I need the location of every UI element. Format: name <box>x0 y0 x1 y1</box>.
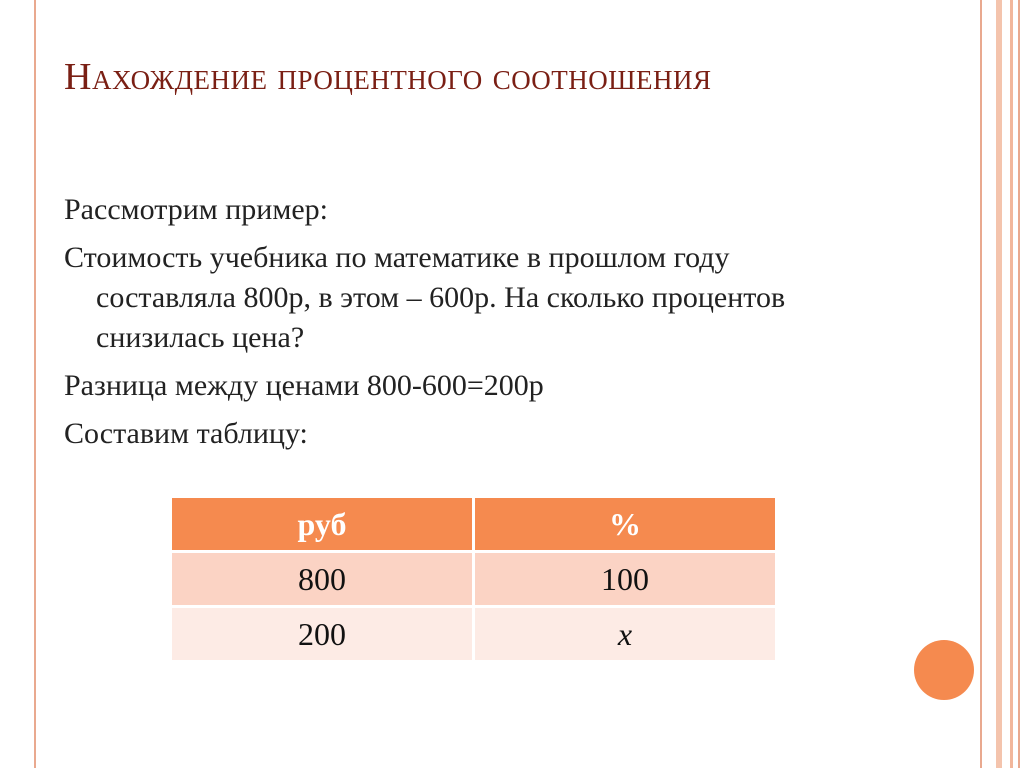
table-cell: 200 <box>172 607 474 662</box>
table-header-rub: руб <box>172 498 474 552</box>
table-cell: 100 <box>474 552 777 607</box>
proportion-table <box>172 498 778 663</box>
frame-line-right <box>1018 0 1020 768</box>
frame-line-left <box>34 0 36 768</box>
table-row <box>172 552 777 607</box>
table-header-row <box>172 498 777 552</box>
frame-line-right <box>996 0 1002 768</box>
table-cell: 800 <box>172 552 474 607</box>
table-row <box>172 607 777 662</box>
paragraph-intro: Рассмотрим пример: <box>64 193 328 226</box>
frame-line-right <box>980 0 982 768</box>
slide-body <box>64 190 864 462</box>
page-title: Нахождение процентного соотношения <box>64 56 712 98</box>
paragraph-table-intro: Составим таблицу: <box>64 417 308 450</box>
paragraph-problem: Стоимость учебника по математике в прошлом году составляла 800р, в этом – 600р. На сколько процентов снизилась цена? <box>64 241 786 354</box>
frame-line-right <box>1010 0 1013 768</box>
table-header-percent: % <box>474 498 777 552</box>
paragraph-difference: Разница между ценами 800-600=200р <box>64 369 544 402</box>
decorative-circle-icon <box>914 640 974 700</box>
table-cell: x <box>474 607 777 662</box>
